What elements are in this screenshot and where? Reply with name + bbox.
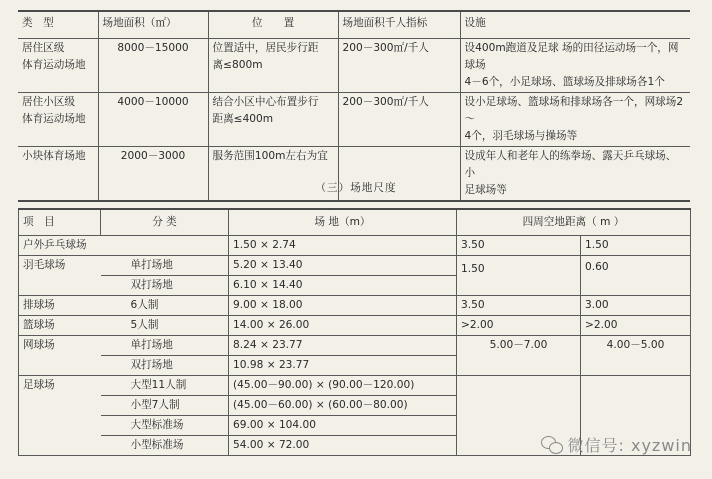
cell-size: 14.00 × 26.00 xyxy=(229,316,457,336)
cell-facility: 设400m跑道及足球 场的田径运动场一个，网球场 4－6个，小足球场、篮球场及排球场各1个 xyxy=(460,39,690,93)
facility-standards-table xyxy=(18,10,690,202)
watermark xyxy=(541,433,693,456)
cell-item: 篮球场 xyxy=(19,316,101,336)
cell-clearance-2: >2.00 xyxy=(581,316,691,336)
cell-type: 居住区级 体育运动场地 xyxy=(18,39,98,93)
cell-item: 排球场 xyxy=(19,296,101,316)
cell-category: 6人制 xyxy=(101,296,229,316)
cell-size: 5.20 × 13.40 xyxy=(229,256,457,276)
table-row xyxy=(19,376,691,396)
cell-clearance-2: 3.00 xyxy=(581,296,691,316)
cell-facility: 设小足球场、篮球场和排球场各一个，网球场2～ 4个，羽毛球场与操场等 xyxy=(460,93,690,147)
cell-index: 200－300㎡/千人 xyxy=(338,93,460,147)
cell-size: 9.00 × 18.00 xyxy=(229,296,457,316)
cell-size: 54.00 × 72.00 xyxy=(229,436,457,456)
header-item: 项 目 xyxy=(19,209,101,236)
cell-category: 5人制 xyxy=(101,316,229,336)
header-field-size: 场 地（m） xyxy=(229,209,457,236)
cell-category: 单打场地 xyxy=(101,336,229,356)
cell-area: 2000－3000 xyxy=(98,147,208,202)
cell-area: 8000－15000 xyxy=(98,39,208,93)
cell-category: 小型标准场 xyxy=(101,436,229,456)
cell-item: 户外乒乓球场 xyxy=(19,236,101,256)
cell-item: 足球场 xyxy=(19,376,101,456)
cell-clearance-1: 3.50 xyxy=(457,236,581,256)
cell-facility: 设成年人和老年人的练拳场、露天乒乓球场、小 足球场等 xyxy=(460,147,690,202)
table-row xyxy=(19,336,691,356)
header-clearance: 四周空地距离（ m ） xyxy=(457,209,691,236)
cell-size: (45.00－90.00) × (90.00－120.00) xyxy=(229,376,457,396)
cell-area: 4000－10000 xyxy=(98,93,208,147)
cell-location: 结合小区中心布置步行 距离≤400m xyxy=(208,93,338,147)
cell-category: 大型11人制 xyxy=(101,376,229,396)
cell-category: 小型7人制 xyxy=(101,396,229,416)
cell-type: 小块体育场地 xyxy=(18,147,98,202)
cell-clearance-1: 5.00－7.00 xyxy=(457,336,581,376)
table-row xyxy=(19,316,691,336)
table-row xyxy=(19,256,691,276)
cell-category: 大型标准场 xyxy=(101,416,229,436)
header-location: 位 置 xyxy=(208,11,338,39)
cell-category: 双打场地 xyxy=(101,276,229,296)
cell-size: 8.24 × 23.77 xyxy=(229,336,457,356)
cell-location: 位置适中，居民步行距 离≤800m xyxy=(208,39,338,93)
table-row xyxy=(18,93,690,147)
header-index: 场地面积千人指标 xyxy=(338,11,460,39)
cell-clearance-1: 3.50 xyxy=(457,296,581,316)
cell-category xyxy=(101,236,229,256)
table-row xyxy=(19,236,691,256)
cell-item: 羽毛球场 xyxy=(19,256,101,296)
cell-size: 69.00 × 104.00 xyxy=(229,416,457,436)
cell-location: 服务范围100m左右为宜 xyxy=(208,147,338,202)
cell-category: 双打场地 xyxy=(101,356,229,376)
cell-clearance-1: >2.00 xyxy=(457,316,581,336)
table-row xyxy=(18,39,690,93)
cell-item: 网球场 xyxy=(19,336,101,376)
cell-clearance-2: 1.50 xyxy=(581,236,691,256)
header-area: 场地面积（㎡） xyxy=(98,11,208,39)
header-category: 分 类 xyxy=(101,209,229,236)
table-row xyxy=(19,296,691,316)
cell-clearance-2: 4.00－5.00 xyxy=(581,336,691,376)
cell-size: (45.00－60.00) × (60.00－80.00) xyxy=(229,396,457,416)
cell-size: 6.10 × 14.40 xyxy=(229,276,457,296)
field-dimensions-table xyxy=(18,208,691,456)
cell-category: 单打场地 xyxy=(101,256,229,276)
section-caption: （三）场地尺度 xyxy=(315,182,397,194)
header-facility: 设施 xyxy=(460,11,690,39)
watermark-text: 微信号: xyzwin xyxy=(567,436,692,455)
cell-clearance-1: 1.50 xyxy=(457,256,581,296)
cell-clearance-2: 0.60 xyxy=(581,256,691,296)
cell-size: 1.50 × 2.74 xyxy=(229,236,457,256)
cell-index: 200－300㎡/千人 xyxy=(338,39,460,93)
wechat-icon xyxy=(541,436,563,454)
cell-size: 10.98 × 23.77 xyxy=(229,356,457,376)
cell-type: 居住小区级 体育运动场地 xyxy=(18,93,98,147)
header-type: 类 型 xyxy=(18,11,98,39)
